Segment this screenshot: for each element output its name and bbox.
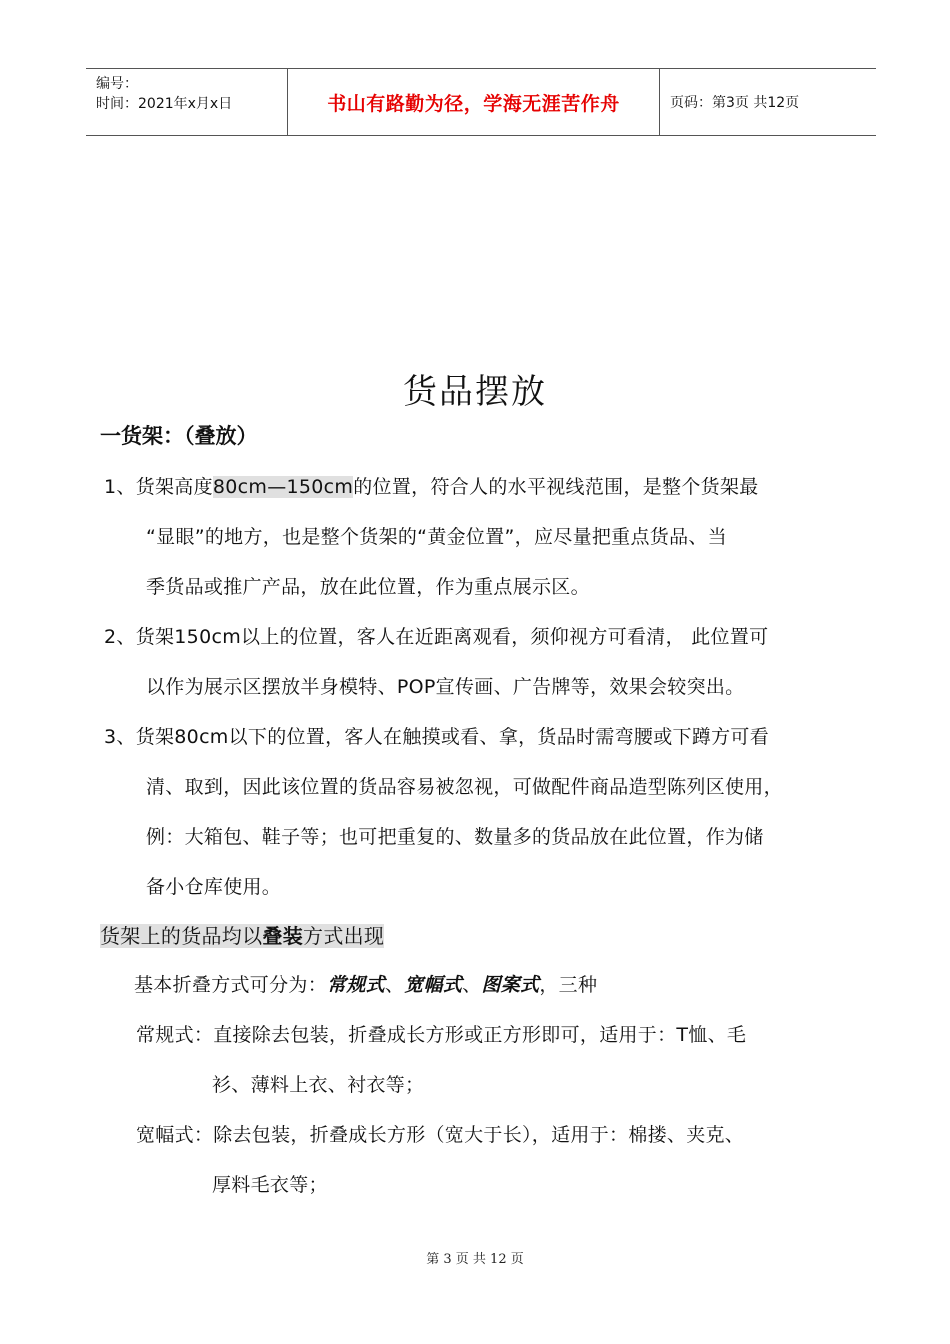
item-1-line-1 (104, 472, 759, 499)
header-date: 时间：2021年x月x日 (96, 96, 233, 112)
header-meta (86, 69, 288, 135)
item-2-line-2: 以作为展示区摆放半身模特、POP宣传画、广告牌等，效果会较突出。 (146, 676, 745, 698)
header-motto-cell (288, 69, 660, 135)
item-2-line-1: 2、货架150cm以上的位置，客人在近距离观看，须仰视方可看清， 此位置可 (104, 626, 769, 648)
header-motto: 书山有路勤为径，学海无涯苦作舟 (327, 92, 620, 115)
wide-fold-line-1: 宽幅式：除去包装，折叠成长方形（宽大于长），适用于：棉搂、夹克、 (136, 1124, 745, 1146)
item-3-line-4: 备小仓库使用。 (146, 876, 282, 898)
subheading-text (100, 924, 384, 948)
folding-intro-suffix: ，三种 (539, 974, 598, 996)
folding-style-wide: 宽幅式 (404, 974, 463, 996)
subheading-part-1: 货架上的货品均以 (100, 924, 263, 948)
page-title: 货品摆放 (403, 372, 547, 412)
item-3-line-2: 清、取到，因此该位置的货品容易被忽视，可做配件商品造型陈列区使用， (146, 776, 783, 798)
page-footer: 第 3 页 共 12 页 (426, 1252, 524, 1267)
wide-fold-line-2: 厚料毛衣等； (212, 1174, 328, 1196)
folding-intro (134, 970, 597, 997)
header-code: 编号： (96, 76, 138, 92)
regular-fold-line-1: 常规式：直接除去包装，折叠成长方形或正方形即可，适用于：T恤、毛 (136, 1024, 747, 1046)
item-3-line-1: 3、货架80cm以下的位置，客人在触摸或看、拿，货品时需弯腰或下蹲方可看 (104, 726, 770, 748)
item-1-suffix: 的位置，符合人的水平视线范围，是整个货架最 (353, 476, 759, 498)
folding-intro-prefix: 基本折叠方式可分为： (134, 974, 328, 996)
item-1-highlight: 80cm—150cm (212, 476, 354, 498)
folding-sep-1: 、 (384, 974, 405, 996)
folding-style-pattern: 图案式 (481, 974, 540, 996)
section-heading: 一货架：（叠放） (100, 424, 258, 448)
folding-sep-2: 、 (462, 974, 482, 996)
item-3-line-3: 例：大箱包、鞋子等；也可把重复的、数量多的货品放在此位置，作为储 (146, 826, 764, 848)
subheading-emphasis: 叠装 (262, 924, 304, 948)
page-header (86, 68, 876, 136)
item-1-line-2: “显眼”的地方，也是整个货架的“黄金位置”，应尽量把重点货品、当 (146, 526, 727, 548)
item-1-line-3: 季货品或推广产品，放在此位置，作为重点展示区。 (146, 576, 590, 598)
folding-style-regular: 常规式 (327, 974, 385, 996)
header-page-info (660, 69, 876, 135)
regular-fold-line-2: 衫、薄料上衣、衬衣等； (212, 1074, 425, 1096)
item-1-prefix: 1、货架高度 (104, 476, 213, 498)
header-page-number: 页码：第3页 共12页 (670, 95, 800, 111)
subheading (100, 920, 384, 949)
subheading-part-3: 方式出现 (303, 924, 385, 948)
